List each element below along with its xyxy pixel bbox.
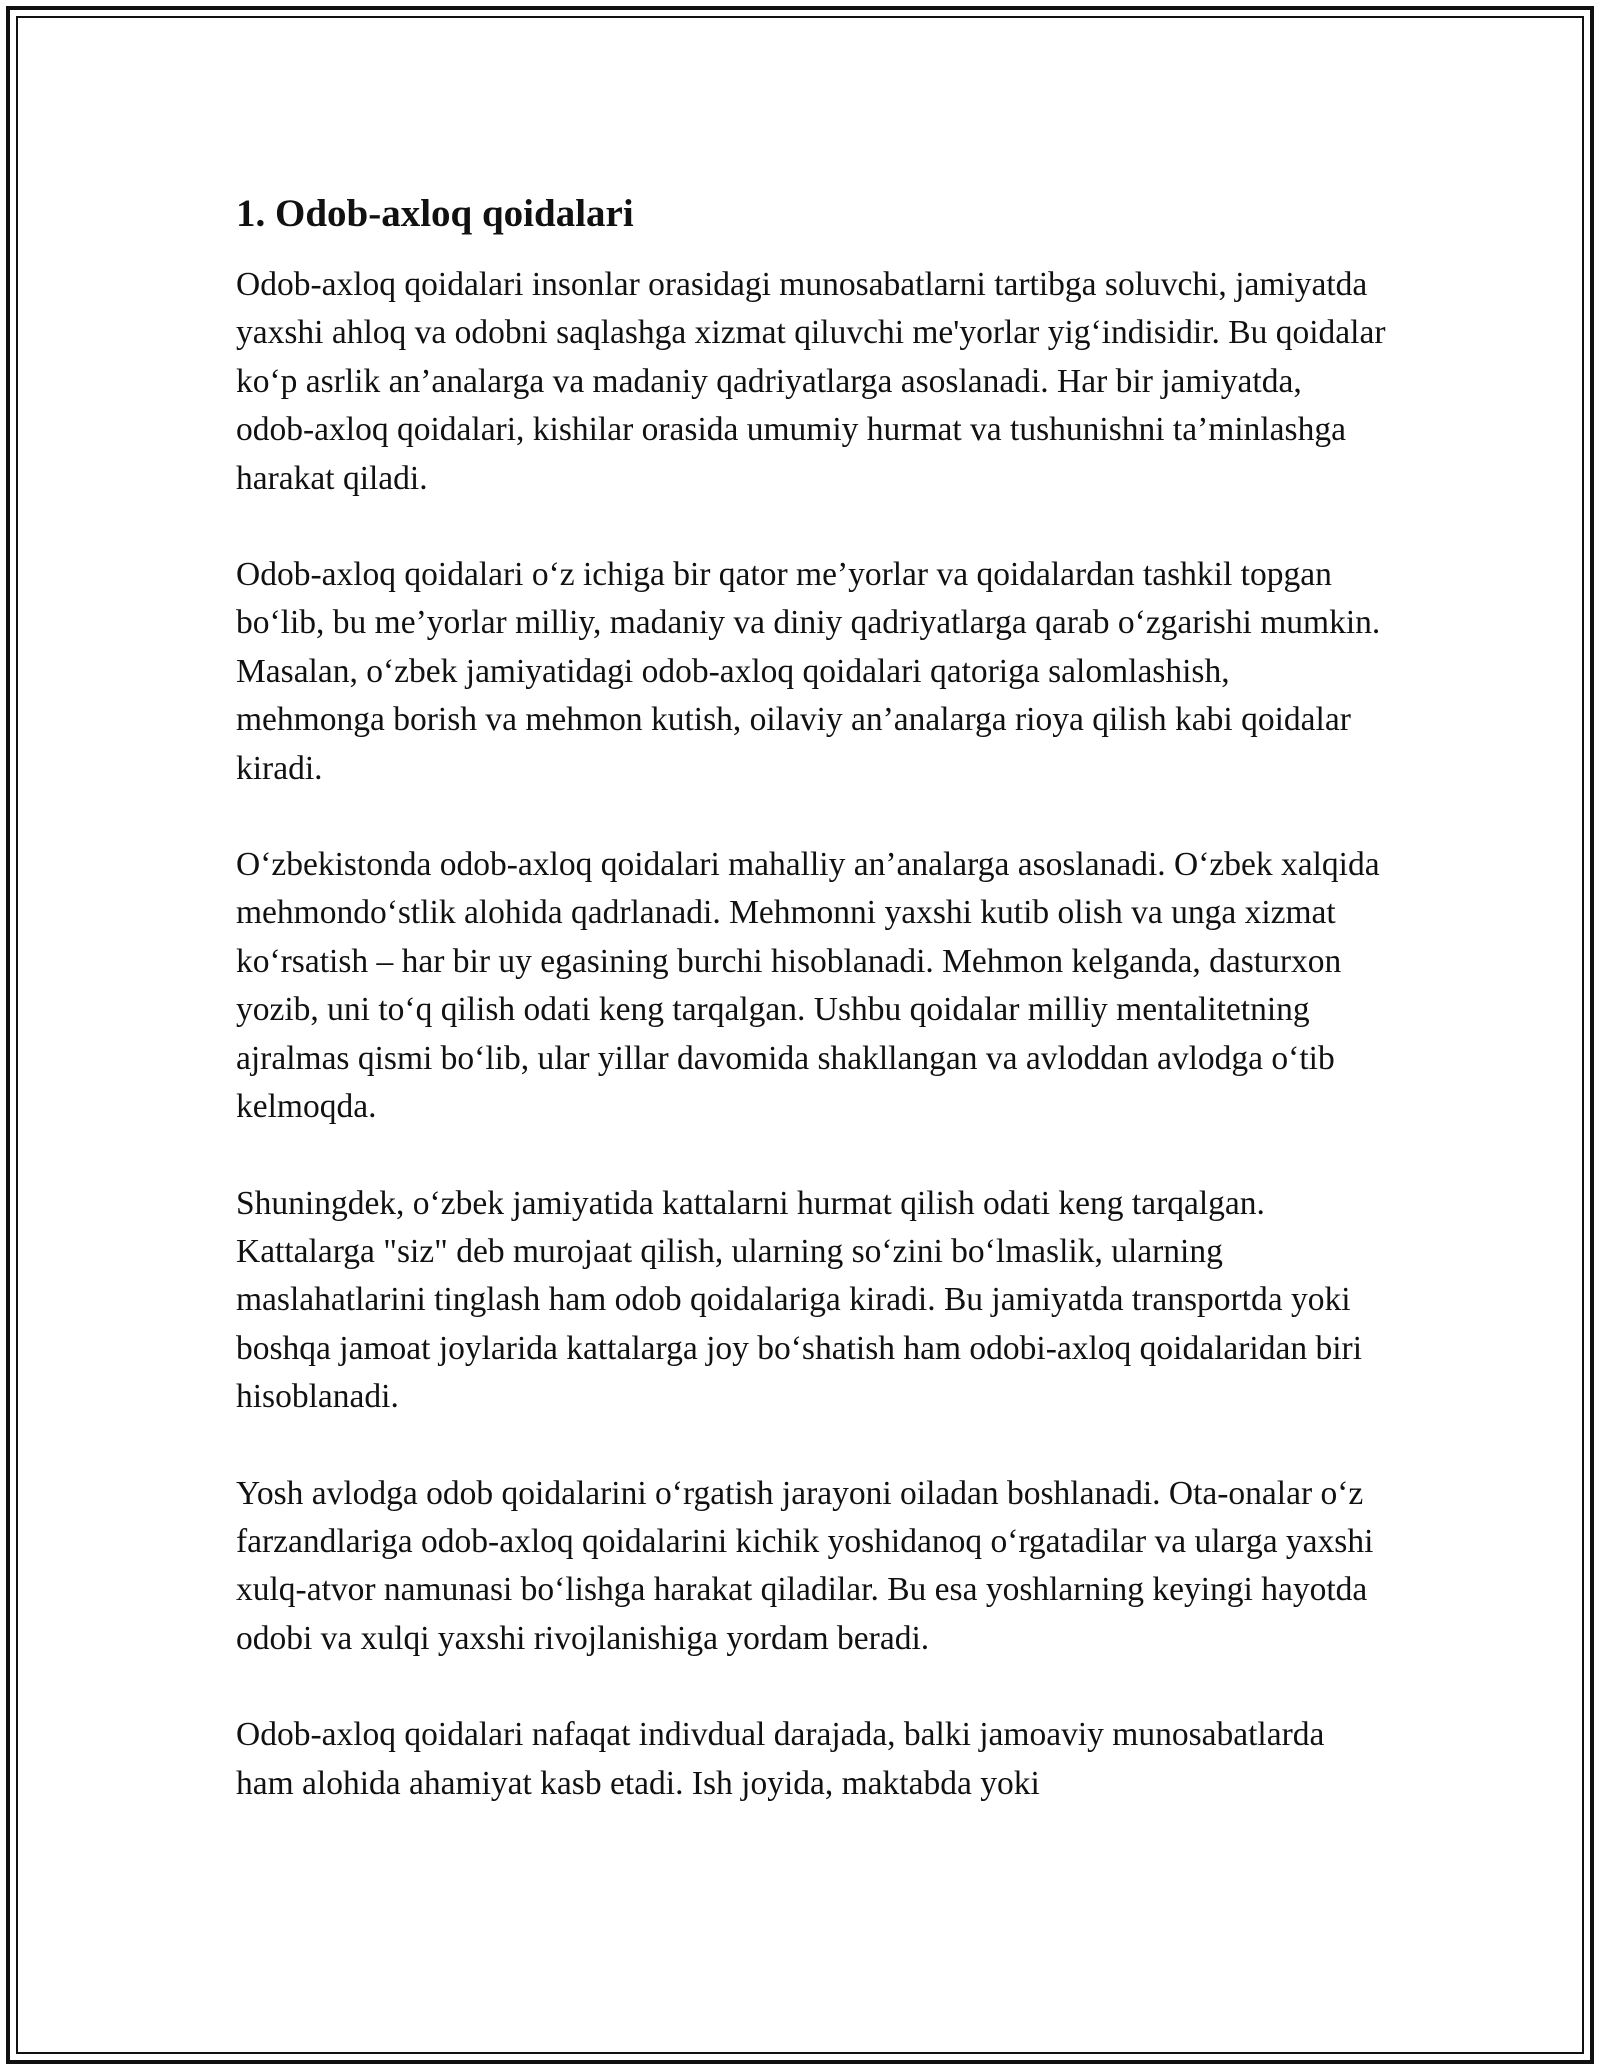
section-heading: 1. Odob-axloq qoidalari <box>236 192 634 235</box>
paragraph-3: O‘zbekistonda odob-axloq qoidalari mahalliy an’analarga asoslanadi. O‘zbek xalqida mehmondo‘stlik alohida qadrlanadi. Mehmonni yaxshi kutib olish va unga xizmat ko‘rsatish – har bir uy egasining burchi hisoblanadi. Mehmon kelganda, dasturxon yozib, uni to‘q qilish odati keng tarqalgan. Ushbu qoidalar milliy mentalitetning ajralmas qismi bo‘lib, ular yillar davomida shakllangan va avloddan avlodga o‘tib kelmoqda. <box>236 846 1380 1126</box>
paragraph-6: Odob-axloq qoidalari nafaqat indivdual darajada, balki jamoaviy munosabatlarda ham alohida ahamiyat kasb etadi. Ish joyida, maktabda yoki <box>236 1716 1325 1802</box>
paragraph-2: Odob-axloq qoidalari o‘z ichiga bir qator me’yorlar va qoidalardan tashkil topgan bo‘lib, bu me’yorlar milliy, madaniy va diniy qadriyatlarga qarab o‘zgarishi mumkin. Masalan, o‘zbek jamiyatidagi odob-axloq qoidalari qatoriga salomlashish, mehmonga borish va mehmon kutish, oilaviy an’analarga rioya qilish kabi qoidalar kiradi. <box>236 556 1381 787</box>
paragraph-4: Shuningdek, o‘zbek jamiyatida kattalarni hurmat qilish odati keng tarqalgan. Kattalarga "siz" deb murojaat qilish, ularning so‘zini bo‘lmaslik, ularning maslahatlarini tinglash ham odob qoidalariga kiradi. Bu jamiyatda transportda yoki boshqa jamoat joylarida kattalarga joy bo‘shatish ham odobi-axloq qoidalaridan biri hisoblanadi. <box>236 1184 1362 1416</box>
document-body <box>236 185 1386 1856</box>
paragraph-1: Odob-axloq qoidalari insonlar orasidagi munosabatlarni tartibga soluvchi, jamiyatda yaxshi ahloq va odobni saqlashga xizmat qiluvchi me'yorlar yig‘indisidir. Bu qoidalar ko‘p asrlik an’analarga va madaniy qadriyatlarga asoslanadi. Har bir jamiyatda, odob-axloq qoidalari, kishilar orasida umumiy hurmat va tushunishni ta’minlashga harakat qiladi. <box>236 266 1386 497</box>
paragraph-5: Yosh avlodga odob qoidalarini o‘rgatish jarayoni oiladan boshlanadi. Ota-onalar o‘z farzandlariga odob-axloq qoidalarini kichik yoshidanoq o‘rgatadilar va ularga yaxshi xulq-atvor namunasi bo‘lishga harakat qiladilar. Bu esa yoshlarning keyingi hayotda odobi va xulqi yaxshi rivojlanishiga yordam beradi. <box>236 1474 1374 1657</box>
